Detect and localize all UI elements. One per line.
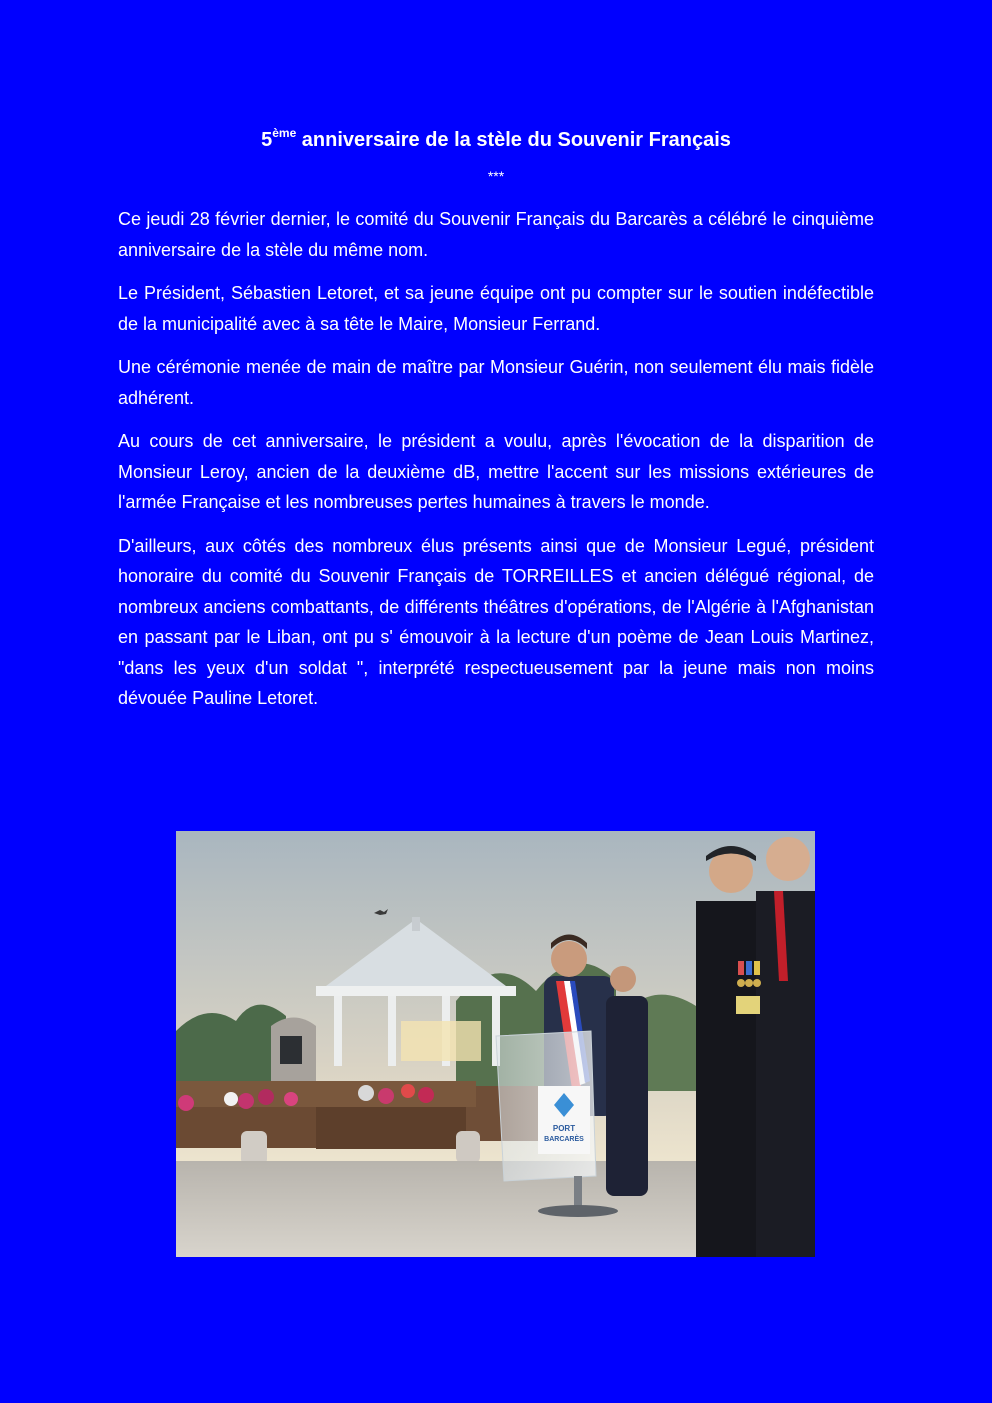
lectern-sign-line1: PORT [552,1124,576,1133]
paragraph-3: Une cérémonie menée de main de maître par Monsieur Guérin, non seulement élu mais fidèle adhérent. [118,357,874,408]
bollard [241,1131,267,1165]
title-superscript: ème [272,126,297,140]
title-separator: *** [487,168,505,184]
article-body [118,204,874,727]
paragraph-1: Ce jeudi 28 février dernier, le comité du Souvenir Français du Barcarès a célébré le cinquième anniversaire de la stèle du même nom. [118,209,874,260]
paragraph-4: Au cours de cet anniversaire, le président a voulu, après l'évocation de la disparition de Monsieur Leroy, ancien de la deuxième dB, mettre l'accent sur les missions extérieures de l'armée Française et les nombreuses pertes humaines à travers le monde. [118,431,874,512]
lectern-sign-line2: BARCARÈS [544,1136,584,1143]
title-number: 5 [261,129,273,151]
page-title [0,118,992,155]
official-person [606,966,648,1196]
bollard [456,1131,480,1163]
paragraph-2: Le Président, Sébastien Letoret, et sa jeune équipe ont pu compter sur le soutien indéfectible de la municipalité avec à sa tête le Maire, Monsieur Ferrand. [118,283,874,334]
title-text: anniversaire de la stèle du Souvenir Français [296,129,731,151]
ceremony-photo [176,831,815,1257]
paragraph-5: D'ailleurs, aux côtés des nombreux élus présents ainsi que de Monsieur Legué, président honoraire du comité du Souvenir Français de TORREILLES et ancien délégué régional, de nombreux anciens combattants, de différents théâtres d'opérations, de l'Algérie à l'Afghanistan en passant par le Liban, ont pu s' émouvoir à la lecture d'un poème de Jean Louis Martinez, "dans les yeux d'un soldat ", interprété respectueusement par la jeune mais non moins dévouée Pauline Letoret. [118,535,874,708]
